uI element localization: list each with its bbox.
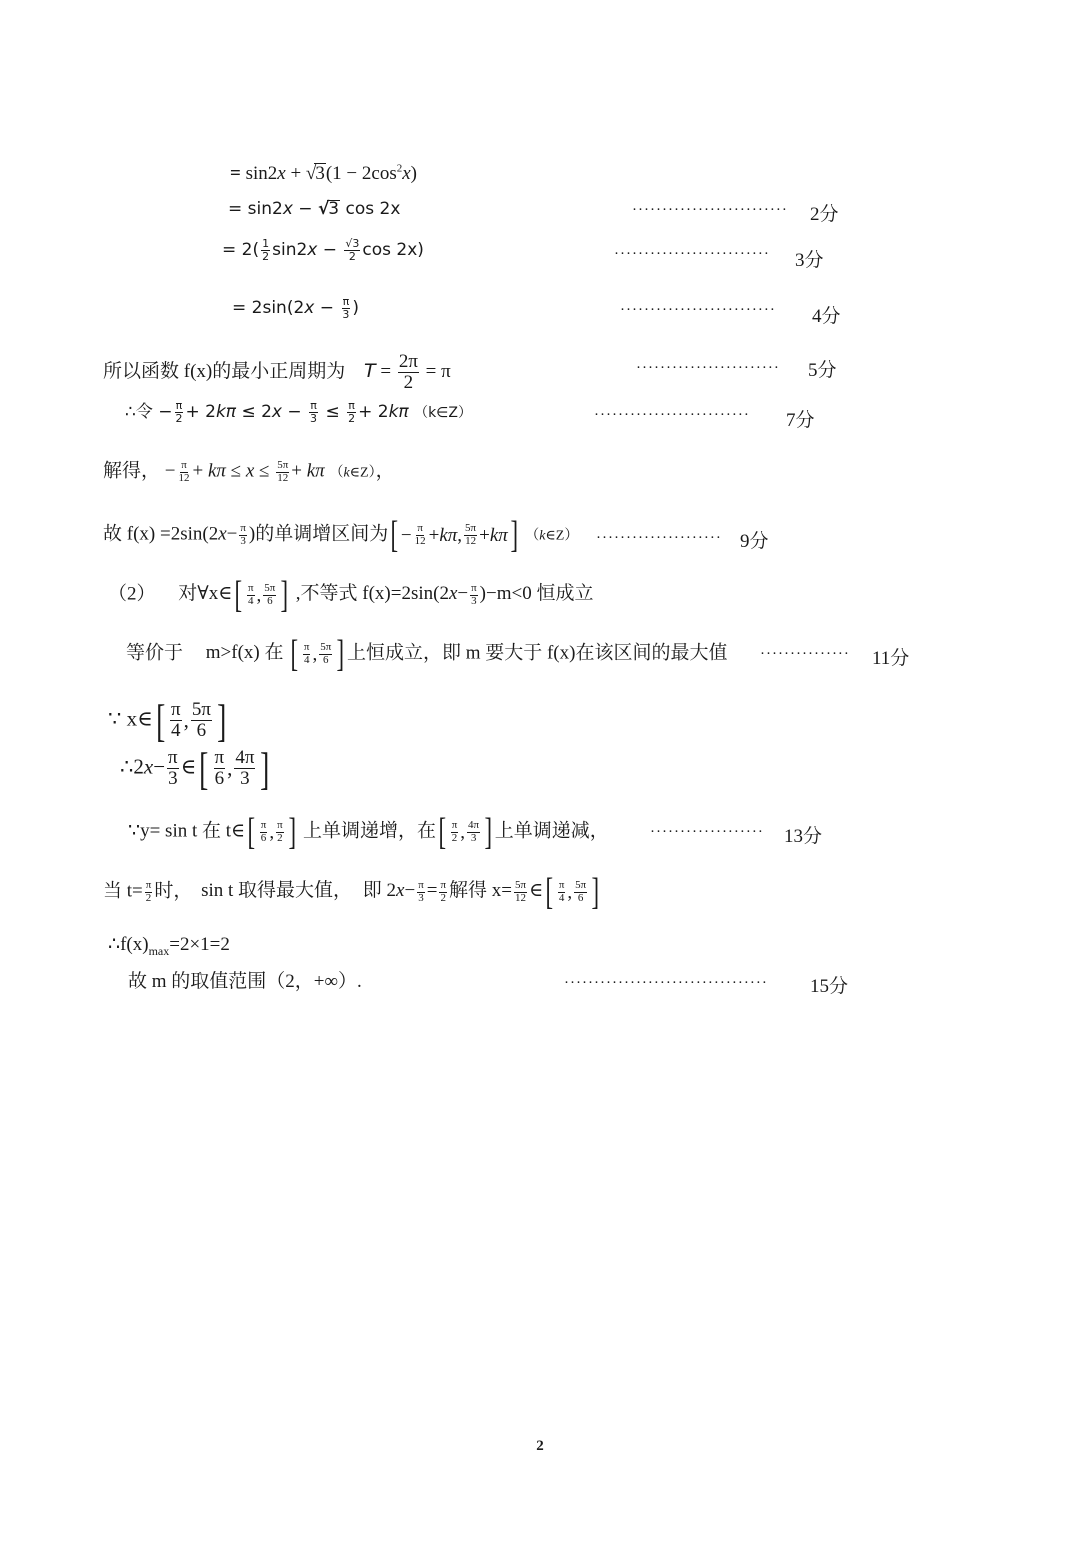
when-line: 当 t= $\frac{\pi}{2}$ 时， sin t 取得最大值， 即 2x− $\frac{\pi}{3}$ = $\frac{\pi}{2}$ 解得 x= $\frac{5\pi}{12}$ ∈ [ $\frac{\pi}{4}$ , $\frac{5\pi}{6}$ ]: [103, 871, 600, 913]
part2-line: （2） 对∀x∈ [ $\frac{\pi}{4}$ , $\frac{5\pi}{6}$ ] ,不等式 f(x)=2sin(2x− $\frac{\pi}{3}$ )−m<0 恒成立: [108, 574, 594, 616]
therefore-line: ∴2x− $\frac{\pi}{3}$ ∈ [ $\frac{\pi}{6}$ , $\frac{4\pi}{3}$ ]: [120, 743, 270, 794]
score-dots: ··························: [594, 407, 750, 423]
score-7: 7分: [786, 410, 815, 431]
score-dots: ··························: [632, 202, 788, 218]
score-15: 15分: [810, 976, 849, 997]
score-dots: ··································: [564, 975, 768, 991]
step-4: = 2sin(2x − $\frac{\pi}{3}$ ): [232, 295, 360, 321]
step-2: = sin2x − √3 cos 2x: [228, 199, 401, 219]
score-dots: ··························: [620, 302, 776, 318]
score-4: 4分: [812, 306, 841, 327]
score-11: 11分: [872, 648, 910, 669]
solve-line: 解得， − $\frac{\pi}{12}$ + kπ ≤ x ≤ $\frac{5\pi}{12}$ + kπ （k∈Z），: [103, 459, 395, 484]
score-9: 9分: [740, 531, 769, 552]
score-3: 3分: [795, 250, 824, 271]
score-2: 2分: [810, 204, 839, 225]
let-line: ∴令 − $\frac{\pi}{2}$ + 2kπ ≤ 2x − $\frac{\pi}{3}$ ≤ $\frac{\pi}{2}$ + 2kπ （k∈Z）: [125, 399, 472, 425]
page-number: 2: [536, 1438, 544, 1454]
increase-line: 故 f(x) =2sin(2x− $\frac{\pi}{3}$ )的单调增区间为 [ − $\frac{\pi}{12}$ + kπ , $\frac{5\pi}{12}$ + kπ ] （k∈Z）: [103, 514, 579, 556]
period-line: 所以函数 f(x)的最小正周期为 T = $\frac{2\pi}{2}$ = π: [103, 351, 451, 393]
step-1: = $\sin 2x + √3(1 - 2\cos^2x)$: [230, 162, 417, 184]
score-dots: ························: [636, 360, 780, 376]
sin-line: ∵y= sin t 在 t∈ [ $\frac{\pi}{6}$ , $\frac{\pi}{2}$ ] 上单调递增，在 [ $\frac{\pi}{2}$ , $\frac{4\pi}{3}$ ] 上单调递减，: [128, 811, 609, 853]
since-line: ∵ x∈ [ $\frac{\pi}{4}$ , $\frac{5\pi}{6}$ ]: [108, 695, 227, 746]
equiv-line: 等价于 m>f(x) 在 [ $\frac{\pi}{4}$ , $\frac{5\pi}{6}$ ] 上恒成立，即 m 要大于 f(x)在该区间的最大值: [126, 633, 728, 675]
score-dots: ···············: [760, 646, 850, 662]
score-dots: ··························: [614, 246, 770, 262]
score-5: 5分: [808, 360, 837, 381]
score-dots: ·····················: [596, 530, 722, 546]
score-13: 13分: [784, 826, 823, 847]
step-3: = 2( $\frac{1}{2}$ sin2x − $\frac{√3}{2}$ cos 2x): [222, 237, 424, 263]
range-line: 故 m 的取值范围（2，+∞）.: [128, 971, 362, 992]
max-line: $\therefore f(x)_{max}=2\times 1=2$: [108, 934, 230, 958]
score-dots: ···················: [650, 824, 764, 840]
